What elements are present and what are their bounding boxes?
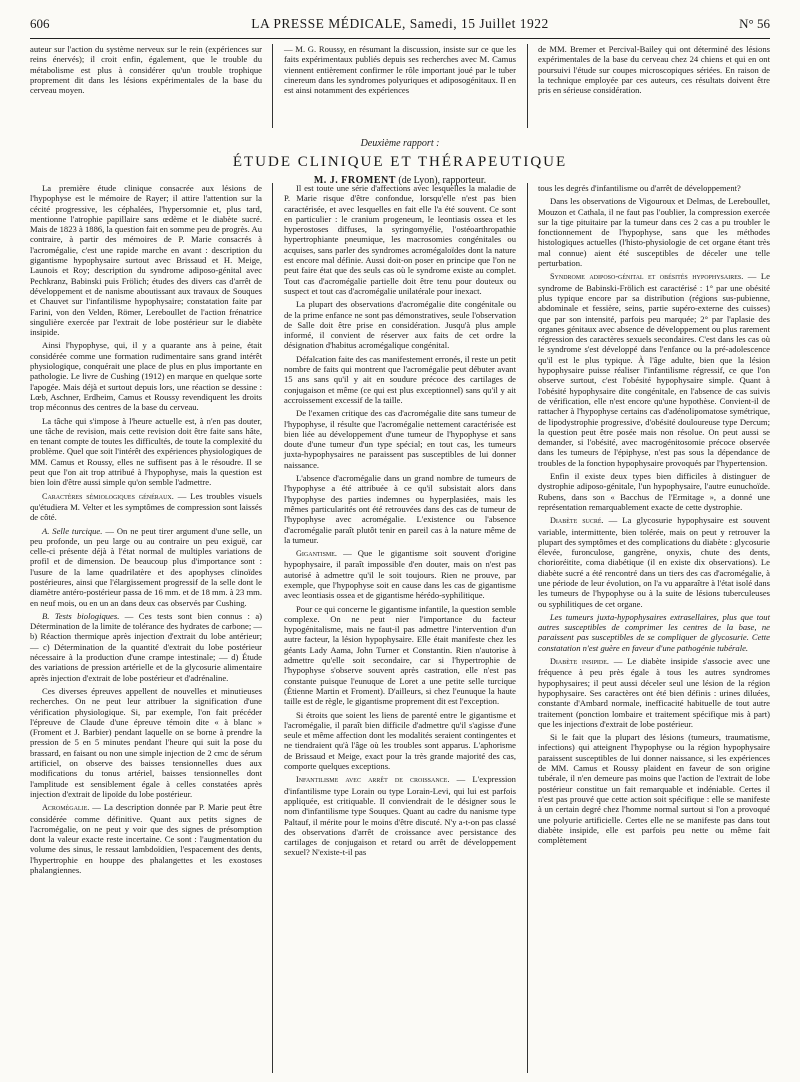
top-column-1 <box>30 44 262 98</box>
page-number: 606 <box>30 16 50 31</box>
paragraph: — M. G. Roussy, en résumant la discussion, insiste sur ce que les faits expérimentaux publiés depuis ses recherches avec M. Camus viennent entièrement confirmer le rôle important joué par le tuber cinereum dans les syndromes polyuriques et adiposogénitaux. Il en est ainsi notamment des expériences <box>284 44 516 96</box>
main-column-1 <box>30 183 262 878</box>
section-paragraph <box>538 515 770 609</box>
section-heading: Gigantisme. <box>296 549 337 559</box>
section-paragraph <box>284 774 516 857</box>
section-heading: Acromégalie. <box>42 803 90 813</box>
column-divider <box>272 44 273 128</box>
paragraph: L'absence d'acromégalie dans un grand nombre de tumeurs de l'hypophyse a été attribuée à ce qu'il subsistait alors dans l'hypophyse des parties indemnes ou hyperplasiées, mais les mêmes particularités ont été retrouvées dans des cas de tumeur de l'hypophyse avec acromégalie. L'existence ou l'absence d'acromégalie paraît plutôt tenir en pareil cas à la nature même de la tumeur. <box>284 473 516 545</box>
section-paragraph <box>30 526 262 608</box>
column-divider <box>527 44 528 128</box>
paragraph: Défalcation faite des cas manifestement erronés, il reste un petit nombre de faits qui montrent que l'acromégalie peut débuter avant 15 ans sans qu'il y ait en soudure précoce des cartilages de conjugaison et même (ce qui est plus exceptionnel) sans qu'il y ait accroissement excessif de la taille. <box>284 353 517 405</box>
section-text: — La glycosurie hypophysaire est souvent variable, intermittente, bien tolérée, mais on peut y retrouver la plupart des symptômes et des complications du diabète : glycosurie élevée, furonculose, gangrène, onyxis, chute des dents, chorioréitite, coma diabétique (il en existe dix observations). Le diabète sucré a été rencontré dans un tiers des cas d'acromégalie, à une période de leur évolution, on l'a vu apparaître à l'état isolé dans les tumeurs de l'hypophyse ou à la suite de lésions tuberculeuses ou syphilitiques de cet organe. <box>538 515 770 609</box>
italic-paragraph <box>538 612 770 653</box>
italic-text: Les tumeurs juxta-hypophysaires extrasellaires, plus que tout autres susceptibles de comprimer les centres de la base, ne paraissent pas susceptibles de se compliquer de glycosurie. Cette constatation n'est guère en faveur d'une pathogénie tubérale. <box>538 611 770 653</box>
paragraph: Ainsi l'hypophyse, qui, il y a quarante ans à peine, était considérée comme une formation rudimentaire sans grand intérêt physiologique, conquérait une place de plus en plus importante en pathologie. Le livre de Cushing (1912) en marque en quelque sorte l'apogée. Mais déjà et surtout depuis lors, une réaction se dessine : Lœb, Aschner, Erdheim, Camus et Roussy revendiquent les droits trop méconnus des centres de la base du cerveau. <box>30 340 262 413</box>
section-heading: Caractères sémiologiques généraux. <box>42 491 174 501</box>
section-text: — Les troubles visuels qu'étudiera M. Velter et les symptômes de compression sont laissés de côté. <box>30 490 262 523</box>
section-text: — Ces tests sont bien connus : a) Détermination de la limite de tolérance des hydrates de carbone; — b) Réaction thermique après injection d'extrait du lobe antérieur; — c) Détermination de la quantité d'extrait du lobe postérieur nécessaire à la production d'une crampe intestinale; — d) Étude des variations de pression artérielle et de la glycosurie alimentaire après injection d'extrait de lobe postérieur et d'adrénaline. <box>30 610 263 683</box>
section-text: — La description donnée par P. Marie peut être considérée comme définitive. Quant aux petits signes de l'acromégalie, on ne peut y voir que des signes de présomption dont la valeur exacte reste incertaine. Ce sont : l'augmentation du volume des sinus, le ressaut lambdoïdien, l'espacement des dents, l'hypertrophie en houppe des phalangettes et les exostoses phalangiennes. <box>30 802 262 875</box>
section-heading: Diabète insipide. <box>550 657 609 667</box>
author-name: M. J. FROMENT <box>313 175 396 186</box>
paragraph: La tâche qui s'impose à l'heure actuelle est, à n'en pas douter, une tâche de revision, mais cette revision doit être faite sans hâte, en tenant compte de toutes les difficultés, de toute la complexité du problème. Quel que soit l'intérêt des expériences physiologiques de MM. Camus et Roussy, elles ne suffisent pas à le résoudre. Il se peut que l'on ait trop attribué à l'hypophyse, mais la question est bien loin d'être aussi simple qu'on semble l'admettre. <box>30 415 262 488</box>
subsection-heading: B. Tests biologiques. <box>42 610 120 621</box>
page-header <box>30 10 770 39</box>
paragraph: De l'examen critique des cas d'acromégalie dite sans tumeur de l'hypophyse, il résulte que l'acromégalie nettement caractérisée est bien liée au développement d'une tumeur de l'hypophyse et sans doute d'une tumeur d'un type spécial; en tout cas, les tumeurs juxta-hypophysaires ne paraissent pas susceptibles de lui donner naissance. <box>284 408 516 470</box>
main-column-3 <box>538 183 770 848</box>
paragraph: de MM. Bremer et Percival-Bailey qui ont déterminé des lésions expérimentales de la base du cerveau chez 24 chiens et qui en ont poursuivi l'étude sur coupes microscopiques sériées. En raison de la technique employée par ces auteurs, ces résultats doivent être pris en sérieuse considération. <box>538 44 770 96</box>
section-text: — L'expression d'infantilisme type Lorain ou type Lorain-Levi, qui lui est parfois appliquée, est critiquable. Il conviendrait de le désigner sous le nom d'infantilisme type Souques. Quant au cadre du nanisme type Paltauf, il mérite pour le moins d'être discuté. N'y a-t-on pas classé des observations d'arrêt de croissance avec persistance des cartilages de conjugaison et retard ou arrêt de développement sexuel? N'existe-t-il pas <box>284 774 516 858</box>
section-text: — On ne peut tirer argument d'une selle, un peu profonde, un peu large ou au contraire un peu exiguë, car celle-ci présente déjà à l'état normal de multiples variations de profil et de dimension. De beaucoup plus d'importance sont : l'usure de la lame quadrilatère et des apophyses clinoïdes postérieures, ainsi que l'élargissement progressif de la selle dont le diamètre antéro-postérieur passa de 16 mm. et de 18 mm. à 23 mm. en neuf mois, ou en un an dans deux cas observés par Cushing. <box>30 525 262 608</box>
section-heading: Syndrome adiposo-génital et obésités hypophysaires. <box>550 272 744 282</box>
paragraph: Dans les observations de Vigouroux et Delmas, de Lereboullet, Mouzon et Cathala, il ne faut pas l'oublier, la compression exercée sur la tige pituitaire par la tumeur dans ces 2 cas a pu troubler le fonctionnement de l'hypophyse, sans que les méthodes histologiques actuelles (l'histo-physiologie de cet organe étant très mal connue) aient été susceptibles de déceler une telle perturbation. <box>538 196 770 269</box>
report-heading <box>0 138 800 186</box>
column-divider <box>272 183 273 1073</box>
journal-title: LA PRESSE MÉDICALE, Samedi, 15 Juillet 1922 <box>251 16 549 31</box>
section-paragraph <box>538 656 770 729</box>
section-paragraph <box>538 271 770 468</box>
paragraph: Ces diverses épreuves appellent de nouvelles et minutieuses recherches. On ne peut leur attribuer la signification d'une vérification physiologique. Si, par exemple, l'on fait précéder l'épreuve de Claude d'une épreuve témoin dite « à blanc » (Froment et J. Barbier) pendant laquelle on se borne à prendre la pression de 5 en 5 minutes pendant l'heure qui suit la pose du brassard, en faisant ou non une simple injection de 2 cmc de sérum artificiel, on observe des baisses tensionnelles dues aux modifications du tonus artériel, baisses tensionnelles dont l'amplitude est sensiblement égale à celles constatées après injection d'extrait de lipoïde du lobe postérieur. <box>30 685 262 799</box>
section-text: — Le syndrome de Babinski-Frölich est caractérisé : 1° par une obésité plus typique encore par sa distribution (régions sus-pubienne, abdominale et fessière, seins, partie supéro-externe des cuisses) que par son intensité, parfois peu marquée; 2° par l'aplasie des organes génitaux avec absence de développement ou plus rarement régression des caractères sexuels secondaires. C'est dans les cas où le syndrome s'est développé dans l'enfance ou la pré-adolescence qu'il est le plus typique. À l'âge adulte, bien que la lésion hypophysaire puisse réaliser l'infantilisme régressif, ce que l'on observe surtout, c'est l'obésité hypophysaire simple. Quant à l'obésité hypophysaire dite congénitale, en l'absence de cas suivis de vérification, elle n'est encore qu'une hypothèse. Convient-il de rattacher à l'hypophyse certains cas d'adénolipomatose symétrique, de lipodystrophie progressive, d'obésité douloureuse type Dercum; la question peut être posée mais non résolue. On peut aussi se demander, si l'obésité, avec macrogénitosomie précoce observée dans les tumeurs de l'épiphyse, n'est pas sous la dépendance de troubles de la fonction hypophysaire provoqués par l'hypertension. <box>538 271 770 468</box>
paragraph: Si étroits que soient les liens de parenté entre le gigantisme et l'acromégalie, il paraît bien difficile d'admettre qu'il s'agisse d'une seule et même affection dont les modalités seraient contingentes et ne tiendraient qu'à l'âge où les troubles sont apparus. L'aphorisme de Brissaud et Meige, exact pour la très grande majorité des cas, comporte quelques exceptions. <box>284 709 516 772</box>
top-column-3 <box>538 44 770 98</box>
paragraph: Pour ce qui concerne le gigantisme infantile, la question semble complexe. On ne peut nier l'importance du facteur hypogénitalisme, mais ne faut-il pas admettre l'intervention d'un autre facteur, la lésion hypophysaire. Elle était manifeste chez les géants Lady Aama, John Turner et Constantin. Rien n'autorise à admettre qu'elle soit secondaire, car si l'hypertrophie de l'hypophyse s'observe souvent après castration, elle n'est pas constante puisque l'eunuque de Loret a une petite selle turcique (Étienne Martin et Froment). D'ailleurs, si chez l'eunuque la haute taille est de règle, le gigantisme proprement dit est l'exception. <box>284 603 516 707</box>
section-paragraph <box>284 548 516 600</box>
author-affiliation: (de Lyon), rapporteur. <box>398 175 487 186</box>
paragraph: Enfin il existe deux types bien difficiles à distinguer de dystrophie adiposo-génitale, l'un hypophysaire, l'autre eunuchoïde. Rubens, dans son « Bacchus de l'Ermitage », a donné une représentation remarquablement exacte de cette dystrophie. <box>538 471 770 512</box>
subsection-heading: A. Selle turcique. <box>42 525 103 536</box>
paragraph: Il est toute une série d'affections avec lesquelles la maladie de P. Marie risque d'être confondue, lorsqu'elle n'est pas bien caractérisée, et avec lesquelles en fait elle l'a été souvent. Ce sont en particulier : le cranium progeneum, le leontiasis ossea et les hyperostoses diffuses, la syringomyélie, l'ostéoarthropathie hypertrophiante pneumique, les macrosomies congénitales ou acquises, sans parler des syndromes acromégaloïdes dont la nature est encore mal définie. Aussi doit-on poser en principe que l'on ne peut faire état que des seuls cas où le syndrome existe au complet. Tout cas d'acromégalie partielle doit être tenu pour douteux ou suspect et tout cas d'acromégalie unilatérale pour inexact. <box>284 183 516 296</box>
paragraph: auteur sur l'action du système nerveux sur le rein (expériences sur reins énervés); il croit enfin, également, que le trouble du métabolisme est plus à considérer qu'un trouble trophique proprement dit dans les lésions expérimentales de la base du cerveau moyen. <box>30 44 262 96</box>
report-label: Deuxième rapport : <box>360 138 440 149</box>
issue-number: N° 56 <box>739 16 770 31</box>
section-paragraph <box>30 802 262 875</box>
column-divider <box>527 183 528 1073</box>
section-text: — Le diabète insipide s'associe avec une fréquence à peu près égale à tous les autres syndromes hypophysaires; il peut aussi déceler seul une lésion de la région hypophysaire. Ses caractères ont été bien définis : urines diluées, constante d'Ambard normale, inefficacité habituelle de tout autre traitement (ponction lombaire et traitement spécifique mis à part) que les injections d'extrait de lobe postérieur. <box>538 656 770 729</box>
paragraph: La première étude clinique consacrée aux lésions de l'hypophyse est le mémoire de Rayer; il attire l'attention sur la cécité progressive, les céphalées, l'hypersomnie et, plus tard, mentionne l'atrophie papillaire sans œdème et le diabète sucré. Mais de 1823 à 1886, la question fait en somme peu de progrès. Au contraire, à partir des mémoires de P. Marie consacrés à l'acromégalie, c'est une rapide marche en avant : description du gigantisme hypophysaire surtout avec Brissaud et H. Meige, Launois et Roy; description du syndrome adiposo-génital avec Pechkranz, Babinski puis Frölich; études des divers cas d'arrêt de développement et de nanisme aboutissant aux travaux de Souques et Chauvet sur l'infantilisme hypophysaire; constatation faite par Farini, von den Velden, Römer, Lereboullet de l'action frénatrice singulière exercée par l'extrait de lobe postérieur sur le diabète insipide. <box>30 183 262 338</box>
paragraph: Si le fait que la plupart des lésions (tumeurs, traumatisme, infections) qui atteignent l'hypophyse ou la région hypophysaire paraissent susceptibles de lui donner naissance, si les expériences de MM. Camus et Roussy plaident en faveur de son origine tubérale, il n'en demeure pas moins que l'action de l'extrait de lobe postérieur constitue un fait remarquable et indéniable. Certes il n'est pas prouvé que cette action soit spécifique : elle se manifeste à un certain degré chez l'homme normal surtout si l'on a provoqué une polyurie artificielle. Certes elle ne se manifeste pas dans tout diabète insipide, elle est parfois peu nette ou même fait complètement <box>538 732 770 846</box>
section-heading: Diabète sucré. <box>550 516 604 526</box>
top-column-2 <box>284 44 516 98</box>
report-title: ÉTUDE CLINIQUE ET THÉRAPEUTIQUE <box>232 154 568 170</box>
section-paragraph <box>30 611 262 683</box>
section-paragraph <box>30 491 262 523</box>
section-text: — Que le gigantisme soit souvent d'origine hypophysaire, il paraît impossible d'en douter, mais on n'est pas autorisé à admettre qu'il le soit toujours. Rien ne prouve, par exemple, que l'hypophyse soit en cause dans les cas de gigantisme avec leontiasis ossea et de gigantisme hérédo-syphilitique. <box>284 548 516 601</box>
main-column-2 <box>284 183 516 861</box>
section-heading: Infantilisme avec arrêt de croissance. <box>296 775 450 785</box>
paragraph: tous les degrés d'infantilisme ou d'arrêt de développement? <box>538 183 741 193</box>
paragraph: La plupart des observations d'acromégalie dite congénitale ou de la prime enfance ne sont pas démonstratives, seule l'observation de Salle doit être prise en considération. Jusqu'à plus ample informé, il convient de réserver aux faits de cet ordre la désignation d'habitus acromégalique congénital. <box>284 299 516 351</box>
